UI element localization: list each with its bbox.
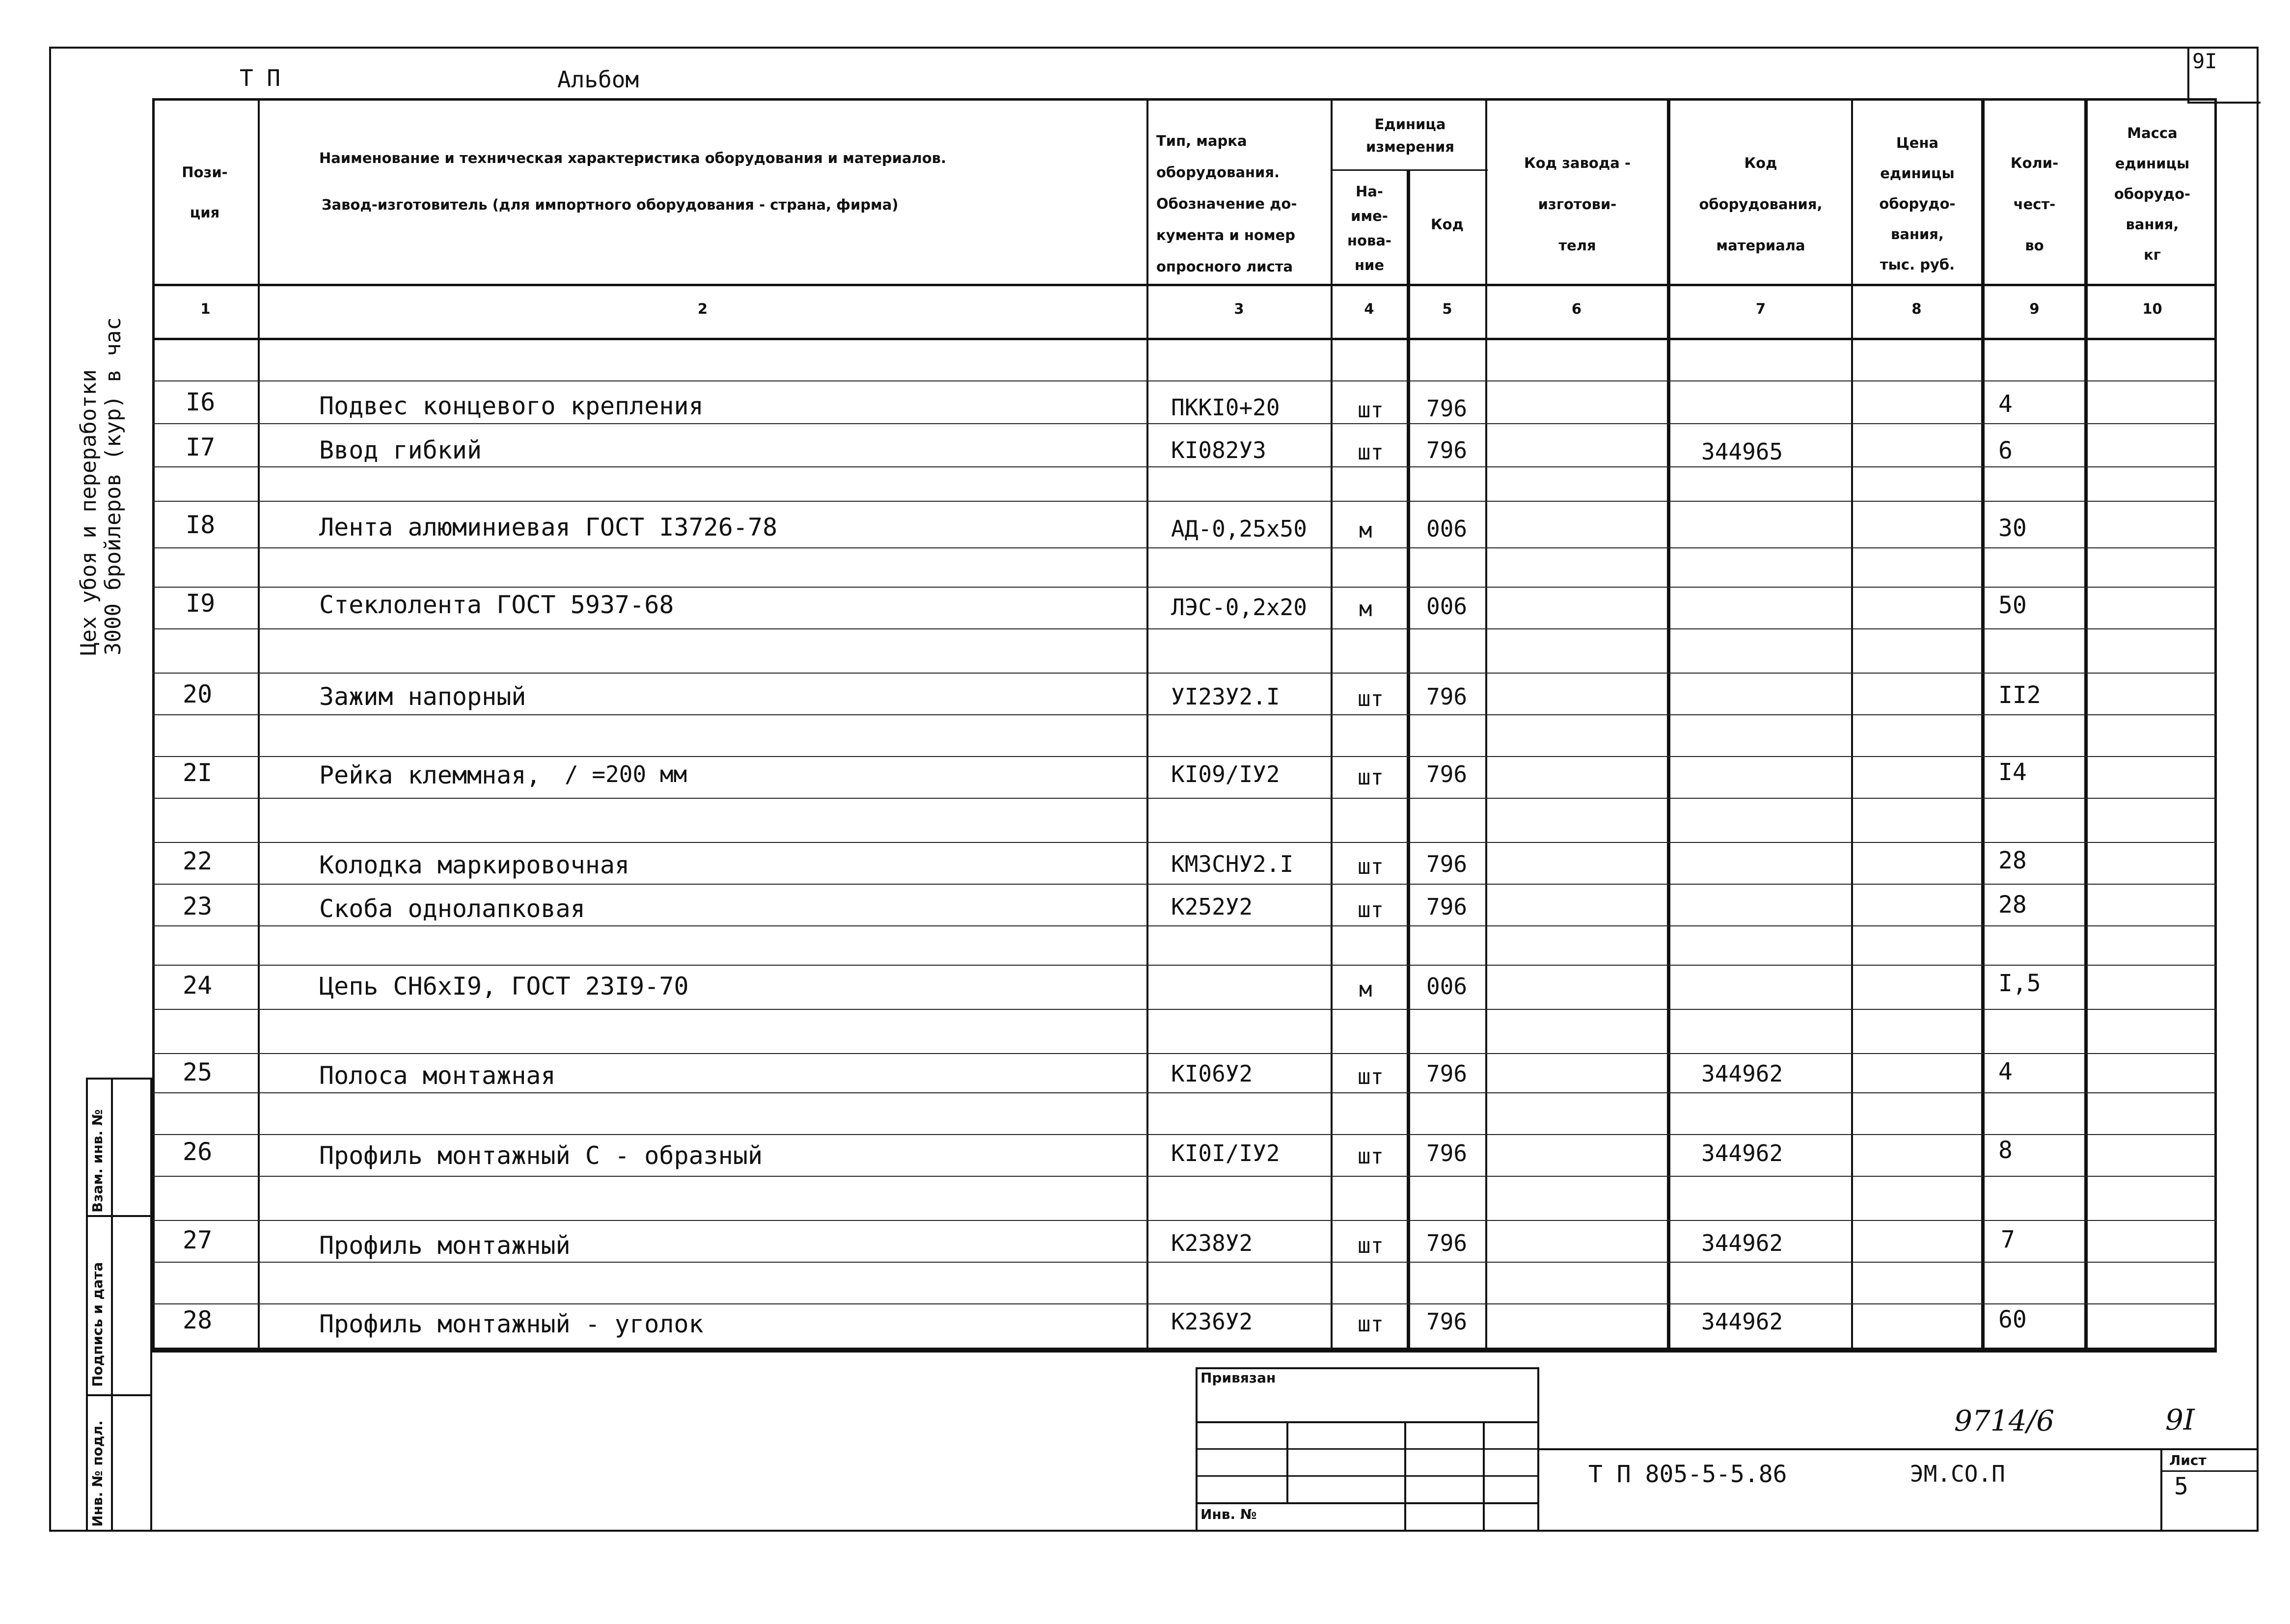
sheet-code: ЭМ.СО.П xyxy=(1910,1461,2005,1487)
col-divider xyxy=(2084,98,2088,1353)
row-line xyxy=(152,501,2217,502)
row-line xyxy=(152,714,2217,715)
cell-type: КI06У2 xyxy=(1171,1060,1253,1087)
row-line xyxy=(152,756,2217,757)
stamp-vzam-label: Взам. инв. № xyxy=(89,1109,106,1213)
cell-position: 26 xyxy=(183,1137,213,1166)
cell-name-length: / =200 мм xyxy=(565,761,687,787)
left-stamp-divider xyxy=(86,1215,152,1217)
col-number: 8 xyxy=(1911,300,1922,317)
cell-unit-code: 796 xyxy=(1426,395,1468,422)
col-number: 5 xyxy=(1442,300,1452,317)
cell-quantity: 50 xyxy=(1998,592,2027,619)
col-header-equipment-code: Код оборудования, материала xyxy=(1699,155,1823,254)
cell-unit-code: 796 xyxy=(1426,1140,1468,1166)
left-stamp-divider xyxy=(86,1394,152,1396)
col-header-unit-group: Единица измерения xyxy=(1366,116,1454,155)
stamp-main-line xyxy=(1539,1448,2259,1450)
cell-quantity: 60 xyxy=(1998,1306,2027,1333)
cell-unit-code: 796 xyxy=(1426,893,1468,920)
stamp-vline xyxy=(1286,1421,1288,1502)
unit-group-line xyxy=(1331,169,1488,171)
cell-type: К238У2 xyxy=(1171,1230,1253,1256)
col-divider xyxy=(1146,98,1148,1353)
cell-equipment-code: 344962 xyxy=(1701,1308,1783,1335)
inv-no-label: Инв. № xyxy=(1200,1506,1257,1522)
doc-code: Т П 805-5-5.86 xyxy=(1588,1461,1787,1488)
cell-name: Ввод гибкий xyxy=(319,436,482,464)
cell-unit: м xyxy=(1359,977,1372,1002)
cell-position: I7 xyxy=(186,433,216,461)
cell-unit-code: 796 xyxy=(1426,1230,1468,1256)
stamp-list-divider xyxy=(2160,1448,2162,1532)
cell-type: КI09/IУ2 xyxy=(1171,761,1280,787)
cell-quantity: 4 xyxy=(1998,1058,2013,1085)
cell-name: Лента алюминиевая ГОСТ I3726-78 xyxy=(319,513,778,541)
cell-unit-code: 796 xyxy=(1426,761,1468,787)
side-title-line1: Цех убоя и переработки xyxy=(76,369,101,655)
cell-quantity: 7 xyxy=(2001,1226,2015,1253)
header-album: Альбом xyxy=(557,66,639,93)
cell-position: I9 xyxy=(186,589,216,618)
cell-position: I8 xyxy=(186,511,216,539)
cell-name: Стеклолента ГОСТ 5937-68 xyxy=(319,591,674,619)
cell-position: I6 xyxy=(186,388,216,416)
cell-name: Рейка клеммная, xyxy=(319,761,541,789)
col-header-name: Наименование и техническая характеристика оборудования и материалов. xyxy=(319,150,947,166)
row-line xyxy=(152,798,2217,799)
stamp-list-line xyxy=(2160,1470,2259,1472)
row-line xyxy=(152,1303,2217,1304)
header-tp: Т П xyxy=(240,65,281,91)
cell-unit-code: 796 xyxy=(1426,683,1468,710)
col-header-unit-name: На- име- нова- ние xyxy=(1347,183,1391,273)
cell-quantity: 6 xyxy=(1998,437,2013,464)
cell-type: К236У2 xyxy=(1171,1308,1253,1335)
cell-name: Профиль монтажный С - образный xyxy=(319,1141,763,1170)
cell-unit: шт xyxy=(1358,440,1384,465)
cell-unit: шт xyxy=(1358,1144,1384,1169)
row-line xyxy=(152,925,2217,926)
corner-sheet-number: 9I xyxy=(2192,49,2217,73)
cell-type: К252У2 xyxy=(1171,893,1253,920)
cell-equipment-code: 344965 xyxy=(1701,438,1783,465)
cell-equipment-code: 344962 xyxy=(1701,1140,1783,1166)
numbers-bottom-line xyxy=(152,338,2217,340)
cell-unit: шт xyxy=(1358,1312,1384,1337)
cell-name: Подвес концевого крепления xyxy=(319,392,704,420)
col-header-position: Пози- ция xyxy=(182,164,228,221)
cell-unit: шт xyxy=(1358,686,1384,711)
stamp-line xyxy=(1196,1502,1539,1504)
cell-name: Цепь СН6хI9, ГОСТ 23I9-70 xyxy=(319,972,689,1001)
col-number: 2 xyxy=(697,300,708,317)
col-divider xyxy=(1981,98,1985,1353)
cell-name: Профиль монтажный xyxy=(319,1231,571,1260)
cell-type: УI23У2.I xyxy=(1171,683,1280,710)
stamp-line xyxy=(1196,1475,1539,1477)
cell-type: КI082У3 xyxy=(1171,437,1266,463)
col-header-unit-code: Код xyxy=(1430,216,1464,233)
cell-unit-code: 006 xyxy=(1426,515,1468,542)
col-divider xyxy=(1485,98,1487,1353)
cell-position: 24 xyxy=(183,971,213,1000)
cell-quantity: 8 xyxy=(1998,1137,2013,1164)
col-header-type: Тип, марка оборудования. Обозначение до- кумента и номер опросного листа xyxy=(1156,133,1297,275)
row-line xyxy=(152,965,2217,966)
cell-name: Полоса монтажная xyxy=(319,1061,556,1090)
cell-unit-code: 796 xyxy=(1426,437,1468,463)
cell-position: 22 xyxy=(183,847,213,875)
cell-unit-code: 006 xyxy=(1426,973,1468,1000)
stamp-inv-label: Инв. № подл. xyxy=(89,1420,106,1527)
cell-type: ЛЭС-0,2х20 xyxy=(1171,594,1307,621)
col-divider xyxy=(1667,98,1670,1353)
cell-unit: м xyxy=(1359,596,1372,622)
col-number: 6 xyxy=(1571,300,1582,317)
col-divider xyxy=(1331,98,1333,1353)
row-line xyxy=(152,1009,2217,1010)
col-number: 3 xyxy=(1234,300,1244,317)
col-header-mass: Масса единицы оборудо- вания, кг xyxy=(2114,125,2191,263)
cell-quantity: 4 xyxy=(1998,390,2013,418)
cell-type: АД-0,25х50 xyxy=(1171,515,1307,542)
col-divider xyxy=(258,98,260,1353)
row-line xyxy=(152,673,2217,674)
row-line xyxy=(152,1092,2217,1093)
cell-type: КМ3СНУ2.I xyxy=(1171,851,1294,877)
cell-equipment-code: 344962 xyxy=(1701,1060,1783,1087)
header-bottom-line xyxy=(152,284,2217,286)
cell-unit: шт xyxy=(1358,1064,1384,1089)
cell-position: 27 xyxy=(183,1226,213,1254)
cell-name: Профиль монтажный - уголок xyxy=(319,1310,704,1338)
cell-unit: шт xyxy=(1358,765,1384,790)
row-line xyxy=(152,380,2217,381)
stamp-podpis-label: Подпись и дата xyxy=(89,1262,106,1387)
list-value: 5 xyxy=(2174,1473,2188,1500)
cell-unit-code: 796 xyxy=(1426,1308,1468,1335)
col-number: 7 xyxy=(1755,300,1766,317)
row-line xyxy=(152,423,2217,424)
cell-unit-code: 796 xyxy=(1426,1060,1468,1087)
col-divider xyxy=(1407,169,1410,1350)
cell-unit-code: 796 xyxy=(1426,851,1468,877)
row-line xyxy=(152,466,2217,467)
cell-quantity: I,5 xyxy=(1998,970,2041,997)
row-line xyxy=(152,587,2217,588)
row-line xyxy=(152,547,2217,548)
row-line xyxy=(152,1134,2217,1135)
row-line xyxy=(152,1176,2217,1177)
stamp-line xyxy=(1196,1448,1539,1450)
cell-quantity: 28 xyxy=(1998,891,2027,919)
list-label: Лист xyxy=(2169,1452,2207,1468)
cell-unit-code: 006 xyxy=(1426,593,1468,620)
col-header-factory-code: Код завода - изготови- теля xyxy=(1524,155,1631,254)
stamp-line xyxy=(1196,1421,1539,1423)
cell-name: Зажим напорный xyxy=(319,682,526,711)
cell-position: 20 xyxy=(183,680,213,708)
col-header-price: Цена единицы оборудо- вания, тыс. руб. xyxy=(1879,135,1956,273)
table-end-line xyxy=(152,1348,2217,1350)
handwritten-number: 9714/6 xyxy=(1954,1404,2055,1437)
row-line xyxy=(152,1220,2217,1221)
col-number: 10 xyxy=(2142,300,2162,317)
row-line xyxy=(152,842,2217,843)
col-header-manufacturer: Завод-изготовитель (для импортного оборудования - страна, фирма) xyxy=(322,196,899,213)
cell-unit: шт xyxy=(1358,398,1384,423)
cell-position: 2I xyxy=(183,758,213,787)
cell-name: Скоба однолапковая xyxy=(319,894,585,923)
col-number: 1 xyxy=(200,300,211,317)
col-number: 9 xyxy=(2029,300,2040,317)
cell-unit: шт xyxy=(1358,1233,1384,1258)
row-line xyxy=(152,1262,2217,1263)
row-line xyxy=(152,628,2217,629)
cell-equipment-code: 344962 xyxy=(1701,1230,1783,1256)
cell-quantity: II2 xyxy=(1998,681,2041,709)
cell-unit: шт xyxy=(1358,854,1384,879)
cell-position: 25 xyxy=(183,1058,213,1086)
stamp-vline xyxy=(1483,1421,1485,1532)
cell-unit: шт xyxy=(1358,897,1384,922)
privyazan-label: Привязан xyxy=(1200,1370,1276,1386)
cell-position: 23 xyxy=(183,892,213,920)
col-number: 4 xyxy=(1364,300,1374,317)
cell-type: ПККI0+20 xyxy=(1171,394,1280,421)
cell-quantity: 28 xyxy=(1998,847,2027,874)
handwritten-page: 9I xyxy=(2165,1403,2195,1436)
cell-quantity: I4 xyxy=(1998,758,2027,786)
cell-quantity: 30 xyxy=(1998,514,2027,542)
cell-unit: м xyxy=(1359,518,1372,543)
col-divider xyxy=(1851,98,1853,1353)
cell-type: КI0I/IУ2 xyxy=(1171,1140,1280,1166)
row-line xyxy=(152,884,2217,885)
col-header-quantity: Коли- чест- во xyxy=(2010,155,2059,254)
stamp-vline xyxy=(1404,1421,1406,1532)
side-title-line2: 3000 бройлеров (кур) в час xyxy=(101,317,126,655)
row-line xyxy=(152,1053,2217,1054)
cell-name: Колодка маркировочная xyxy=(319,851,630,879)
cell-position: 28 xyxy=(183,1306,213,1334)
